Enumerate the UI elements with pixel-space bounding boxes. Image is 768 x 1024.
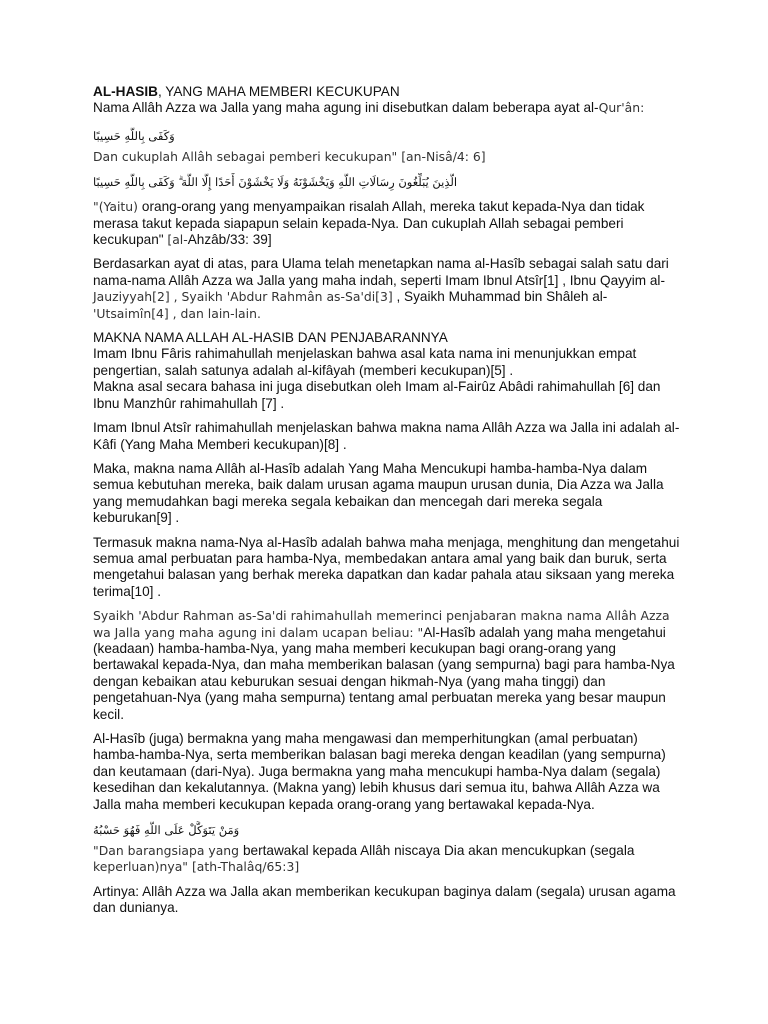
translation-3-open: "Dan barangsiapa yang (93, 843, 243, 859)
translation-1 (93, 149, 683, 165)
translation-1-text: Dan cukuplah Allâh sebagai pemberi kecukupan" [an-Nisâ/4: 6] (93, 148, 486, 164)
maka-paragraph: Maka, makna nama Allâh al-Hasîb adalah Yang Maha Mencukupi hamba-hamba-Nya dalam semua kebutuhan mereka, baik dalam urusan agama maupun urusan dunia, Dia Azza wa Jalla yang memudahkan bagi mereka segala kebaikan dan mencegah dari mereka segala keburukan[9] . (93, 460, 664, 526)
translation-2 (93, 199, 683, 248)
translation-2-body: orang-orang yang menyampaikan risalah Allah, mereka takut kepada-Nya dan tidak merasa takut kepada siapapun selain kepada-Nya. Dan cukuplah Allah sebagai pemberi kecukupan" (93, 199, 645, 248)
intro-quran-text: Qur'ân: (598, 100, 645, 116)
ulama-text-1: Berdasarkan ayat di atas, para Ulama telah menetapkan nama al-Hasîb sebagai salah satu dari nama-nama Allâh Azza wa Jalla yang maha indah, seperti Imam Ibnul Atsîr[1] , Ibnu Qayyim al- (93, 256, 669, 288)
translation-2-ref: Ahzâb/33: 39] (187, 232, 272, 248)
arabic-verse-2: الَّذِينَ يُبَلِّغُونَ رِسَالَاتِ اللَّهِ وَيَخْشَوْنَهُ وَلَا يَخْشَوْنَ أَحَدًا إِلَّا اللَّهَ ۗ وَكَفَى بِاللَّهِ حَسِيبًا (93, 175, 458, 190)
ulama-paragraph (93, 256, 683, 322)
atsir-paragraph: Imam Ibnul Atsîr rahimahullah menjelaskan bahwa makna nama Allâh Azza wa Jalla ini adalah al-Kâfi (Yang Maha Memberi kecukupan)[8] . (93, 420, 680, 452)
artinya-paragraph: Artinya: Allâh Azza wa Jalla akan memberikan kecukupan baginya dalam (segala) urusan agama dan dunianya. (93, 883, 676, 916)
title-rest-part: , YANG MAHA MEMBERI KECUKUPAN (157, 84, 400, 99)
translation-3-close: keperluan)nya" (93, 859, 188, 875)
arabic-verse-1: وَكَفَى بِاللَّهِ حَسِيبًا (93, 128, 175, 143)
faris-paragraph: Imam Ibnu Fâris rahimahullah menjelaskan bahwa asal kata nama ini menunjukkan empat pengertian, salah satunya adalah al-kifâyah (memberi kecukupan)[5] . (93, 346, 637, 378)
ulama-text-3: , Syaikh Muhammad bin Shâleh al- (392, 289, 608, 305)
title-bold-part: AL-HASIB (93, 84, 158, 99)
intro-text: Nama Allâh Azza wa Jalla yang maha agung ini disebutkan dalam beberapa ayat al- (93, 100, 599, 116)
ulama-text-2: Jauziyyah[2] , Syaikh 'Abdur Rahmân as-Sa'di[3] (93, 289, 393, 305)
translation-3-body: bertawakal kepada Allâh niscaya Dia akan mencukupkan (segala (242, 843, 635, 859)
translation-2-ref-open: [al- (167, 232, 188, 248)
fairuz-paragraph: Makna asal secara bahasa ini juga disebutkan oleh Imam al-Fairûz Abâdi rahimahullah [6] dan Ibnu Manzhûr rahimahullah [7] . (93, 379, 661, 411)
sadi-quote-text: Al-Hasîb adalah yang maha mengetahui (keadaan) hamba-hamba-Nya, yang maha memberi kecukupan bagi orang-orang yang bertawakal kepada-Nya, dan maha memberikan balasan (yang sempurna) bagi para hamba-Nya dengan kebaikan atau keburukan sesuai dengan hikmah-Nya (yang maha tinggi) dan pengetahuan-Nya (yang maha sempurna) tentang amal perbuatan mereka yang besar maupun kecil. (93, 624, 675, 722)
translation-3-ref: [ath-Thalâq/65:3] (188, 859, 300, 875)
translation-2-open: "(Yaitu) (93, 199, 142, 215)
document-body (93, 84, 683, 917)
sadi-intro-text: Syaikh 'Abdur Rahman as-Sa'di rahimahullah memerinci penjabaran makna nama Allâh Azza wa Jalla yang maha agung ini dalam ucapan beliau: " (93, 608, 670, 640)
translation-3 (93, 843, 683, 876)
hasib-paragraph: Al-Hasîb (juga) bermakna yang maha mengawasi dan memperhitungkan (amal perbuatan) hamba-hamba-Nya, serta memberikan balasan bagi mereka dengan keadilan (yang sempurna) dan keutamaan (dari-Nya). Juga bermakna yang maha mencukupi hamba-Nya dalam (segala) kesedihan dan kekalutannya. (Makna yang) lebih khusus dari semua itu, bahwa Allâh Azza wa Jalla maha memberi kecukupan kepada orang-orang yang bertawakal kepada-Nya. (93, 731, 666, 812)
ulama-text-4: 'Utsaimîn[4] , dan lain-lain. (93, 305, 261, 321)
arabic-verse-3: وَمَنْ يَتَوَكَّلْ عَلَى اللَّهِ فَهُوَ حَسْبُهُ (93, 823, 240, 838)
sadi-paragraph (93, 608, 683, 723)
termasuk-paragraph: Termasuk makna nama-Nya al-Hasîb adalah bahwa maha menjaga, menghitung dan mengetahui semua amal perbuatan para hamba-Nya, membedakan antara amal yang baik dan buruk, serta mengetahui balasan yang berhak mereka dapatkan dan kadar pahala atau siksaan yang mereka terima[10] . (93, 534, 680, 599)
intro-paragraph (93, 100, 683, 116)
section-heading: MAKNA NAMA ALLAH AL-HASIB DAN PENJABARANNYA (93, 330, 448, 346)
page-title (93, 84, 683, 100)
